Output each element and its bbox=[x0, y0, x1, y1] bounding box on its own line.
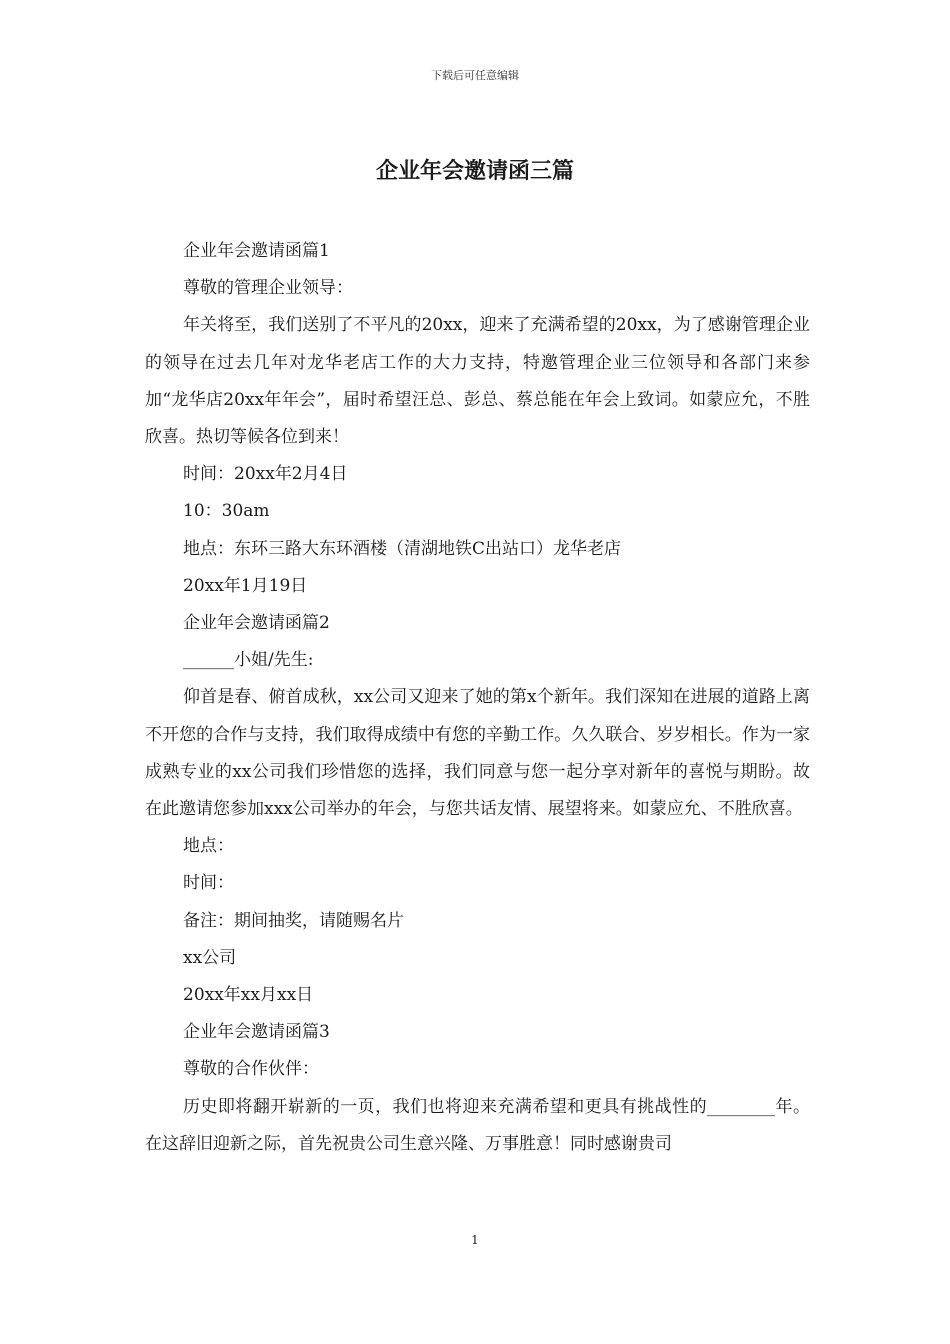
event-clock-time: 10：30am bbox=[183, 501, 270, 522]
body-paragraph: 仰首是春、俯首成秋，xx公司又迎来了她的第x个新年。我们深知在进展的道路上离不开您的合作与支持，我们取得成绩中有您的辛勤工作。久久联合、岁岁相长。作为一家成熟专业的xx公司我们珍惜您的选择，我们同意与您一起分享对新年的喜悦与期盼。故在此邀请您参加xxx公司举办的年会，与您共话友情、展望将来。如蒙应允、不胜欣喜。 bbox=[145, 687, 810, 820]
header-note: 下载后可任意编辑 bbox=[431, 69, 519, 82]
company-signature: xx公司 bbox=[183, 947, 237, 968]
page-number: 1 bbox=[471, 1233, 479, 1247]
event-location: 地点：东环三路大东环酒楼（清湖地铁C出站口）龙华老店 bbox=[183, 538, 622, 559]
time-field: 时间： bbox=[183, 873, 234, 894]
body-paragraph: 年关将至，我们送别了不平凡的20xx，迎来了充满希望的20xx，为了感谢管理企业的领导在过去几年对龙华老店工作的大力支持，特邀管理企业三位领导和各部门来参加“龙华店20xx年年会”，届时希望汪总、彭总、蔡总能在年会上致词。如蒙应允，不胜欣喜。热切等候各位到来！ bbox=[145, 315, 810, 448]
document-title: 企业年会邀请函三篇 bbox=[375, 158, 574, 184]
salutation-3: 尊敬的合作伙伴： bbox=[183, 1059, 319, 1080]
section-heading-3: 企业年会邀请函篇3 bbox=[183, 1022, 330, 1043]
salutation-2: ______小姐/先生: bbox=[183, 650, 314, 671]
letter-date: 20xx年xx月xx日 bbox=[183, 985, 314, 1006]
salutation-1: 尊敬的管理企业领导： bbox=[183, 278, 353, 299]
section-heading-2: 企业年会邀请函篇2 bbox=[183, 613, 330, 634]
remarks-field: 备注：期间抽奖，请随赐名片 bbox=[183, 910, 404, 931]
document-body bbox=[145, 233, 810, 1163]
section-heading-1: 企业年会邀请函篇1 bbox=[183, 241, 330, 261]
event-time: 时间：20xx年2月4日 bbox=[183, 464, 348, 485]
location-field: 地点： bbox=[183, 836, 234, 857]
letter-date: 20xx年1月19日 bbox=[183, 575, 308, 596]
body-paragraph: 历史即将翻开崭新的一页，我们也将迎来充满希望和更具有挑战性的________年。在这辞旧迎新之际，首先祝贵公司生意兴隆、万事胜意！同时感谢贵司 bbox=[145, 1096, 810, 1154]
